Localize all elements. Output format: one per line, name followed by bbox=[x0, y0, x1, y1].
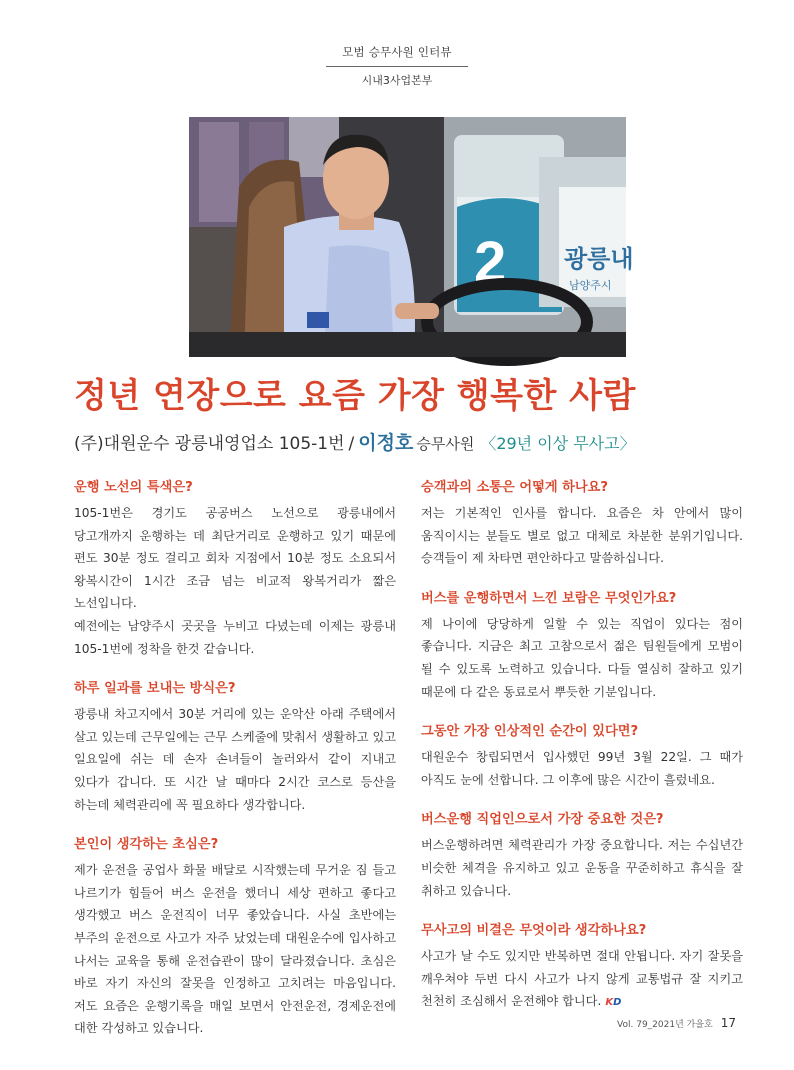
question: 그동안 가장 인상적인 순간이 있다면? bbox=[421, 724, 639, 740]
company-info: (주)대원운수 광릉내영업소 105-1번 bbox=[74, 434, 345, 454]
qa-block bbox=[74, 835, 396, 1040]
right-column bbox=[421, 478, 743, 1034]
question: 운행 노선의 특색은? bbox=[74, 480, 193, 495]
section-title: 모범 승무사원 인터뷰 bbox=[342, 45, 452, 59]
qa-block bbox=[421, 810, 743, 902]
answer: 제가 운전을 공업사 화물 배달로 시작했는데 무거운 짐 들고 나르기가 힘들어 버스 운전을 했더니 세상 편하고 좋다고 생각했고 버스 운전직이 너무 좋았습니다. 사실 초반에는 부주의 운전으로 사고가 자주 났었는데 대원운수에 입사하고 나서는 교육을 통해 운전습관이 많이 달라졌습니다. 초심은 바로 자기 자신의 잘못을 인정하고 고치려는 마음입니다. 저도 요즘은 운행기록을 매일 보면서 안전운전, 경제운전에 대한 각성하고 있습니다. bbox=[74, 863, 396, 1036]
left-column bbox=[74, 478, 396, 1059]
page-footer bbox=[617, 1016, 736, 1030]
answer: 저는 기본적인 인사를 합니다. 요즘은 차 안에서 많이 움직이시는 분들도 별로 없고 대체로 차분한 분위기입니다. 승객들이 제 차타면 편안하다고 말씀하십니다. bbox=[421, 506, 743, 566]
qa-block bbox=[74, 679, 396, 816]
interviewee-name: 이정호 bbox=[358, 432, 414, 454]
page-number: 17 bbox=[720, 1016, 736, 1030]
article-headline: 정년 연장으로 요즘 가장 행복한 사람 bbox=[74, 376, 636, 416]
answer: 예전에는 남양주시 곳곳을 누비고 다녔는데 이제는 광릉내 105-1번에 정착을 한것 같습니다. bbox=[74, 618, 396, 656]
qa-block bbox=[421, 589, 743, 703]
qa-block bbox=[421, 478, 743, 570]
answer: 광릉내 차고지에서 30분 거리에 있는 운악산 아래 주택에서 살고 있는데 근무일에는 근무 스케줄에 맞춰서 생활하고 있고 일요일에 쉬는 데 손자 손녀들이 놀러와서 같이 지내고 있다가 갑니다. 또 시간 날 때마다 2시간 코스로 등산을 하는데 체력관리에 꼭 필요하다 생각합니다. bbox=[74, 707, 396, 812]
section-header bbox=[0, 44, 794, 88]
kd-logo-k: K bbox=[605, 997, 614, 1009]
answer: 105-1번은 경기도 공공버스 노선으로 광릉내에서 당고개까지 운행하는 데 최단거리로 운행하고 있기 때문에 편도 30분 정도 걸리고 회차 지점에서 10분 정도 소요되서 왕복시간이 1시간 조금 넘는 비교적 왕복거리가 짧은 노선입니다. bbox=[74, 506, 396, 611]
interviewee-info bbox=[74, 428, 636, 455]
question: 버스를 운행하면서 느낀 보람은 무엇인가요? bbox=[421, 590, 677, 606]
issue-info: Vol. 79_2021년 가을호 bbox=[617, 1020, 713, 1030]
question: 승객과의 소통은 어떻게 하나요? bbox=[421, 480, 609, 495]
safety-record: 〈29년 이상 무사고〉 bbox=[480, 434, 636, 453]
header-divider bbox=[326, 66, 468, 67]
qa-block bbox=[421, 722, 743, 791]
separator: / bbox=[348, 434, 355, 454]
question: 본인이 생각하는 초심은? bbox=[74, 837, 219, 853]
bus-sign-small: 남양주시 bbox=[569, 279, 612, 292]
question: 하루 일과를 보내는 방식은? bbox=[74, 681, 236, 697]
bus-sign-number: 2 bbox=[474, 230, 507, 295]
answer bbox=[421, 945, 743, 1015]
bus-sign-text: 광릉내 bbox=[564, 245, 634, 273]
question: 버스운행 직업인으로서 가장 중요한 것은? bbox=[421, 812, 664, 828]
question: 무사고의 비결은 무엇이라 생각하나요? bbox=[421, 923, 647, 939]
qa-block bbox=[74, 478, 396, 660]
answer: 대원운수 창립되면서 입사했던 99년 3월 22일. 그 때가 아직도 눈에 선합니다. 그 이후에 많은 시간이 흘렀네요. bbox=[421, 750, 743, 787]
driver-photo bbox=[189, 117, 634, 357]
answer: 버스운행하려면 체력관리가 가장 중요합니다. 저는 수십년간 비슷한 체격을 유지하고 있고 운동을 꾸준히하고 휴식을 잘 취하고 있습니다. bbox=[421, 838, 743, 898]
answer-text: 사고가 날 수도 있지만 반복하면 절대 안됩니다. 자기 잘못을 깨우쳐야 두번 다시 사고가 나지 않게 교통법규 잘 지키고 천천히 조심해서 운전해야 합니다. bbox=[421, 949, 743, 1009]
kd-logo-d: D bbox=[613, 997, 622, 1009]
answer: 제 나이에 당당하게 일할 수 있는 직업이 있다는 점이 좋습니다. 지금은 최고 고참으로서 젊은 팀원들에게 모범이 될 수 있도록 노력하고 있습니다. 다들 열심히 잘하고 있기 때문에 다 같은 동료로서 뿌듯한 기분입니다. bbox=[421, 616, 743, 699]
section-subtitle: 시내3사업본부 bbox=[361, 74, 433, 87]
interviewee-role: 승무사원 bbox=[416, 435, 475, 453]
kd-logo bbox=[605, 992, 621, 1015]
qa-block bbox=[421, 921, 743, 1015]
